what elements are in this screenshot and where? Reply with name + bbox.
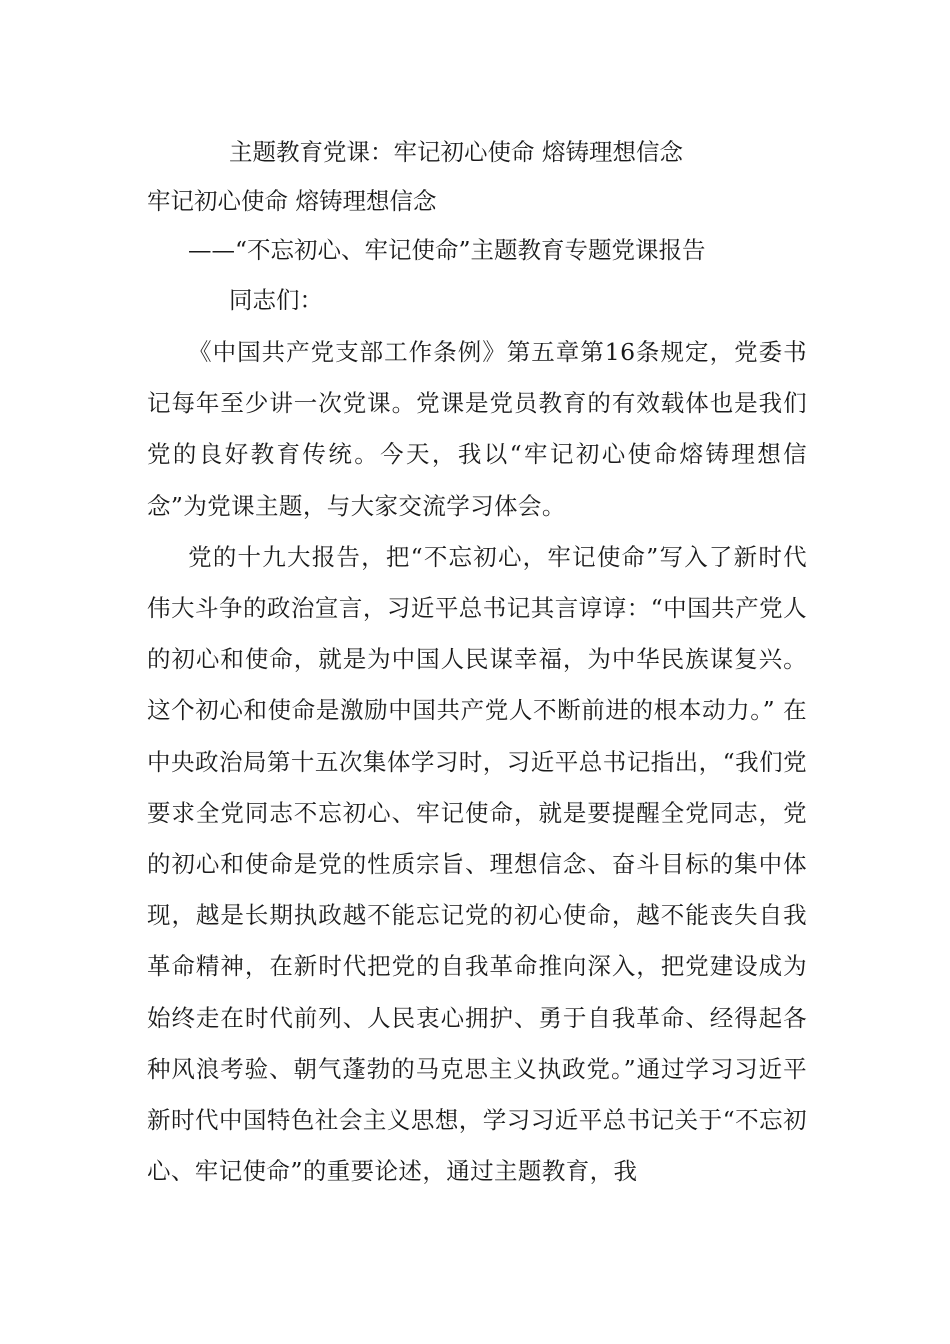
main-title: 牢记初心使命 熔铸理想信念 xyxy=(147,187,437,215)
body-text xyxy=(147,327,807,1197)
header-title: 主题教育党课：牢记初心使命 熔铸理想信念 xyxy=(229,138,683,166)
salutation: 同志们： xyxy=(229,286,323,314)
paragraph-1: 《中国共产党支部工作条例》第五章第16条规定，党委书记每年至少讲一次党课。党课是党员教育的有效载体也是我们党的良好教育传统。今天，我以“牢记初心使命熔铸理想信念”为党课主题，与大家交流学习体会。 xyxy=(147,338,807,520)
subtitle: ——“不忘初心、牢记使命”主题教育专题党课报告 xyxy=(188,236,706,264)
paragraph-2: 党的十九大报告，把“不忘初心，牢记使命”写入了新时代伟大斗争的政治宣言，习近平总书记其言谆谆：“中国共产党人的初心和使命，就是为中国人民谋幸福，为中华民族谋复兴。这个初心和使命是激励中国共产党人不断前进的根本动力。” 在中央政治局第十五次集体学习时，习近平总书记指出，“我们党要求全党同志不忘初心、牢记使命，就是要提醒全党同志，党的初心和使命是党的性质宗旨、理想信念、奋斗目标的集中体现，越是长期执政越不能忘记党的初心使命，越不能丧失自我革命精神，在新时代把党的自我革命推向深入，把党建设成为始终走在时代前列、人民衷心拥护、勇于自我革命、经得起各种风浪考验、朝气蓬勃的马克思主义执政党。”通过学习习近平新时代中国特色社会主义思想，学习习近平总书记关于“不忘初心、牢记使命”的重要论述，通过主题教育，我 xyxy=(147,542,807,1186)
